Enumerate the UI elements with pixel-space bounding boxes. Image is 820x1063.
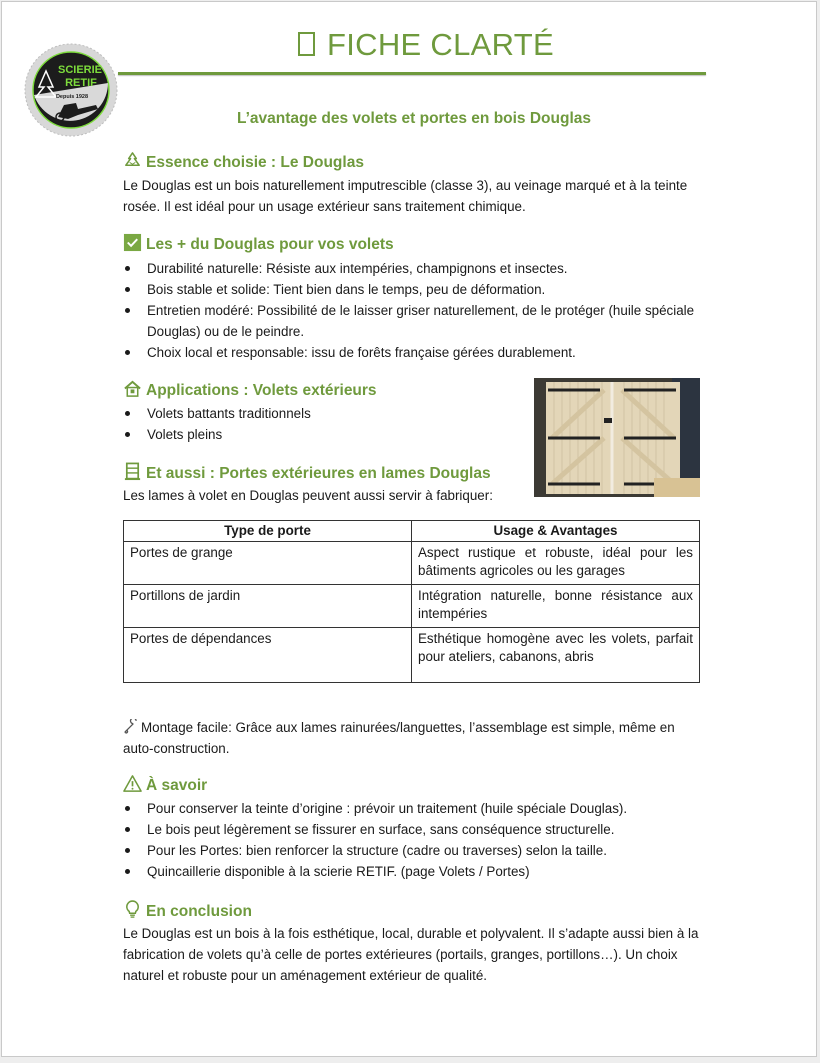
heading-conclusion-text: En conclusion — [146, 903, 252, 920]
list-item: Entretien modéré: Possibilité de le laisser griser naturellement, de le protéger (huile spéciale Douglas) ou de le peindre. — [123, 300, 703, 342]
heading-plus-text: Les + du Douglas pour vos volets — [146, 236, 394, 253]
check-mark-button-icon — [123, 233, 142, 252]
table-cell: Esthétique homogène avec les volets, parfait pour ateliers, cabanons, abris — [412, 628, 700, 683]
applications-list — [123, 403, 503, 445]
plus-list — [123, 258, 703, 363]
svg-text:SCIERIE: SCIERIE — [57, 64, 103, 76]
heading-conclusion — [123, 900, 252, 921]
table-cell: Aspect rustique et robuste, idéal pour les bâtiments agricoles ou les garages — [412, 542, 700, 585]
montage-text: auto-construction. — [123, 741, 230, 756]
list-item: Quincaillerie disponible à la scierie RETIF. (page Volets / Portes) — [123, 861, 703, 882]
savoir-list — [123, 798, 703, 882]
light-bulb-icon — [123, 900, 142, 919]
heading-essence — [123, 151, 364, 172]
essence-paragraph — [123, 175, 687, 217]
conclusion-text-line: fabrication de volets qu’à celle de portes extérieures (portails, granges, portillons…). Un choix — [123, 947, 678, 962]
heading-savoir — [123, 774, 207, 795]
table-row — [124, 628, 700, 683]
list-item: Pour les Portes: bien renforcer la structure (cadre ou traverses) selon la taille. — [123, 840, 703, 861]
table-header-cell: Type de porte — [124, 521, 412, 542]
table-header-row — [124, 521, 700, 542]
page-title — [298, 27, 554, 63]
list-item: Le bois peut légèrement se fissurer en surface, sans conséquence structurelle. — [123, 819, 703, 840]
page-title-text: FICHE CLARTÉ — [327, 27, 554, 62]
table-cell: Intégration naturelle, bonne résistance aux intempéries — [412, 585, 700, 628]
heading-savoir-text: À savoir — [146, 777, 208, 794]
warning-icon — [123, 774, 142, 793]
montage-paragraph — [123, 717, 713, 759]
missing-glyph-icon — [298, 32, 315, 56]
heading-plus — [123, 233, 394, 254]
essence-text-line: rosée. Il est idéal pour un usage extérieur sans traitement chimique. — [123, 199, 526, 214]
heading-applications — [123, 379, 377, 400]
conclusion-text-line: naturel et robuste pour un aménagement extérieur de qualité. — [123, 968, 488, 983]
table-cell: Portes de dépendances — [124, 628, 412, 683]
table-cell: Portes de grange — [124, 542, 412, 585]
montage-text: Montage facile: Grâce aux lames rainurées/languettes, l’assemblage est simple, même en — [141, 720, 675, 735]
heading-applications-text: Applications : Volets extérieurs — [146, 382, 377, 399]
document-page — [1, 1, 817, 1057]
list-item: Choix local et responsable: issu de forêts française gérées durablement. — [123, 342, 703, 363]
portes-intro: Les lames à volet en Douglas peuvent aussi servir à fabriquer: — [123, 488, 493, 503]
svg-text:Depuis 1928: Depuis 1928 — [55, 94, 89, 100]
wrench-icon — [123, 719, 138, 734]
door-icon — [123, 462, 142, 481]
list-item: Durabilité naturelle: Résiste aux intempéries, champignons et insectes. — [123, 258, 703, 279]
conclusion-text-line: Le Douglas est un bois à la fois esthétique, local, durable et polyvalent. Il s’adapte aussi bien à la — [123, 926, 699, 941]
tree-icon — [123, 151, 142, 170]
svg-text:RETIF: RETIF — [65, 77, 97, 89]
list-item: Volets battants traditionnels — [123, 403, 503, 424]
subtitle: L’avantage des volets et portes en bois Douglas — [236, 110, 592, 127]
montage-line — [123, 717, 713, 738]
door-photo — [534, 378, 700, 497]
heading-essence-text: Essence choisie : Le Douglas — [146, 154, 364, 171]
table-row — [124, 585, 700, 628]
list-item: Pour conserver la teinte d’origine : prévoir un traitement (huile spéciale Douglas). — [123, 798, 703, 819]
heading-portes-text: Et aussi : Portes extérieures en lames Douglas — [146, 465, 491, 482]
table-header-cell: Usage & Avantages — [412, 521, 700, 542]
list-item: Volets pleins — [123, 424, 503, 445]
list-item: Bois stable et solide: Tient bien dans le temps, peu de déformation. — [123, 279, 703, 300]
table-cell: Portillons de jardin — [124, 585, 412, 628]
essence-text-line: Le Douglas est un bois naturellement imputrescible (classe 3), au veinage marqué et à la teinte — [123, 178, 688, 193]
conclusion-paragraph — [123, 923, 713, 986]
portes-table — [123, 520, 700, 683]
title-divider — [118, 72, 706, 75]
heading-portes — [123, 462, 491, 483]
table-row — [124, 542, 700, 585]
house-icon — [123, 379, 142, 398]
